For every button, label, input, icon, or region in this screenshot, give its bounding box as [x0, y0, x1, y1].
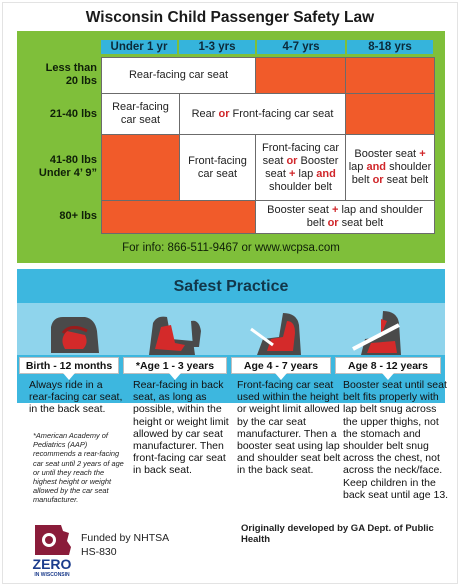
rear-facing-infant-seat-icon	[41, 309, 111, 359]
text: Booster seat	[265, 154, 339, 180]
and-text: and	[316, 167, 336, 180]
age-label-8-12y: Age 8 - 12 years	[335, 357, 441, 374]
funded-by-text: Funded by NHTSA	[81, 532, 170, 544]
text: lap	[348, 161, 367, 173]
safest-practice-title: Safest Practice	[173, 278, 289, 295]
row-header-80-plus	[17, 210, 97, 223]
zero-in-wisconsin-logo	[27, 523, 77, 579]
practice-desc-1-3: Rear-facing in back seat, as long as possible, within the height or weight limit allowed by car seat manufacturer. Then front-facing car seat in back seat.	[133, 379, 229, 477]
row-header-line: Under 4’ 9”	[38, 167, 97, 179]
funding-code: HS-830	[81, 546, 117, 558]
row-header-21-40	[17, 108, 97, 121]
plus-text: +	[289, 167, 296, 180]
practice-desc-8-12: Booster seat until seat belt fits properly with lap belt snug across the upper thighs, not the stomach and shoulder belt snug across the chest, not across the neck/face. Keep children in the back seat until age 13.	[343, 379, 449, 501]
text: seat belt	[383, 174, 429, 186]
plus-text: +	[419, 148, 426, 160]
cell-rear-facing-lt20: Rear-facing car seat	[101, 57, 256, 94]
cell-rear-facing-21-40: Rear-facing car seat	[101, 93, 180, 135]
cell-empty	[101, 134, 180, 201]
text: Front-facing car seat	[261, 141, 340, 167]
age-label-4-7y: Age 4 - 7 years	[231, 357, 331, 374]
booster-seat-icon	[347, 309, 417, 359]
text: shoulder belt	[351, 161, 432, 186]
row-header-41-80	[17, 154, 97, 180]
text: Front-facing car seat	[229, 107, 334, 120]
funding-credit	[81, 531, 169, 559]
and-text: and	[366, 161, 387, 173]
text: Booster seat	[354, 148, 420, 160]
cell-empty	[345, 93, 435, 135]
developed-by-credit: Originally developed by GA Dept. of Public Health	[241, 523, 434, 545]
age-label-1-3y: *Age 1 - 3 years	[123, 357, 227, 374]
cell-booster-or-belt	[345, 134, 435, 201]
cell-empty	[101, 200, 256, 234]
or-text: or	[327, 217, 339, 229]
page-title: Wisconsin Child Passenger Safety Law	[85, 9, 375, 26]
practice-desc-birth: Always ride in a rear-facing car seat, in the back seat.	[29, 379, 123, 416]
col-header-1-3: 1-3 yrs	[179, 40, 255, 54]
info-line: For info: 866-511-9467 or www.wcpsa.com	[122, 242, 340, 254]
text: seat belt	[338, 217, 384, 229]
cell-front-or-booster	[255, 134, 346, 201]
plus-text: +	[331, 204, 339, 216]
svg-text:IN WISCONSIN: IN WISCONSIN	[34, 572, 70, 578]
row-header-line: 80+ lbs	[59, 210, 97, 222]
text: Rear	[191, 107, 219, 120]
row-header-lt-20	[17, 62, 97, 88]
cell-booster-80plus	[255, 200, 435, 234]
cell-rear-or-front	[179, 93, 346, 135]
text: lap and shoulder belt	[306, 204, 423, 229]
safety-poster	[2, 2, 458, 584]
cell-empty	[255, 57, 346, 94]
svg-text:ZERO: ZERO	[32, 556, 72, 572]
text: shoulder belt	[269, 180, 332, 193]
practice-desc-4-7: Front-facing car seat used within the height or weight limit allowed by the car seat manufacturer. Then a booster seat using lap and shoulder seat belt in the back seat.	[237, 379, 341, 477]
cell-empty	[345, 57, 435, 94]
or-text: or	[218, 107, 230, 120]
law-table	[17, 31, 445, 263]
row-header-line: 41-80 lbs	[49, 154, 97, 166]
aap-footnote: *American Academy of Pediatrics (AAP) recommends a rear-facing car seat until 2 years of age or until they reach the highest height or weight allowed by the car seat manufacturer.	[33, 431, 124, 505]
cell-front-facing: Front-facing car seat	[179, 134, 256, 201]
col-header-8-18: 8-18 yrs	[347, 40, 433, 54]
col-header-under-1: Under 1 yr	[101, 40, 177, 54]
row-header-line: 21-40 lbs	[49, 108, 97, 120]
text: lap	[295, 167, 317, 180]
row-header-line: 20 lbs	[65, 75, 97, 87]
text: Booster seat	[267, 204, 332, 216]
row-header-line: Less than	[45, 62, 97, 74]
age-label-birth-12m: Birth - 12 months	[19, 357, 119, 374]
or-text: or	[372, 174, 384, 186]
front-facing-harness-seat-icon	[243, 309, 313, 359]
col-header-4-7: 4-7 yrs	[257, 40, 345, 54]
or-text: or	[286, 154, 298, 167]
rear-facing-convertible-seat-icon	[141, 309, 211, 359]
